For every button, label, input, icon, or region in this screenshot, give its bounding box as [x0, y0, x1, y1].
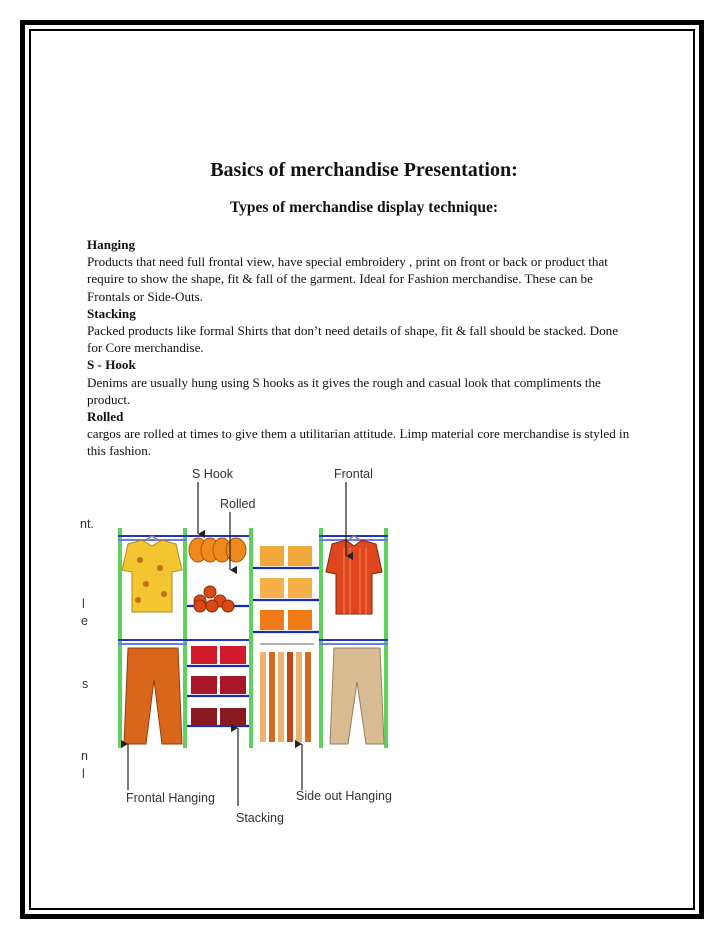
section-text-stacking: Packed products like formal Shirts that don’t need details of shape, fit & fall should be stacked. Done for Core merchandise.: [87, 323, 619, 356]
section-text-s-hook: Denims are usually hung using S hooks as it gives the rough and casual look that compliments the product.: [87, 374, 601, 407]
stacked-items: [191, 646, 246, 726]
section-heading-rolled: Rolled: [87, 409, 124, 425]
label-frontal: Frontal: [334, 467, 373, 481]
diagram-illustration: [80, 460, 420, 830]
edge-fragment-5: n: [81, 749, 88, 763]
s-hook-items: [189, 538, 246, 562]
content-body: [87, 236, 635, 460]
section-heading-stacking: Stacking: [87, 305, 136, 321]
edge-fragment-6: l: [82, 767, 85, 781]
orange-trousers: [124, 648, 182, 744]
edge-fragment-2: l: [82, 597, 85, 611]
rolled-items: [194, 586, 234, 612]
section-text-hanging: Products that need full frontal view, have special embroidery , print on front or back or product that require to show the shape, fit & fall of the garment. Ideal for Fashion merchandise. These can be Frontals or Side-Outs.: [87, 254, 608, 304]
section-text-rolled: cargos are rolled at times to give them a utilitarian attitude. Limp material core merchandise is styled in this fashion.: [87, 426, 630, 459]
page-title: Basics of merchandise Presentation:: [210, 159, 518, 181]
stacked-boxes: [260, 546, 312, 630]
beige-trousers: [330, 648, 384, 744]
edge-fragment-1: nt.: [80, 517, 94, 531]
merchandise-display-diagram: [80, 460, 420, 830]
red-shirt: [326, 536, 382, 614]
yellow-shirt: [122, 536, 182, 612]
section-heading-s-hook: S - Hook: [87, 357, 136, 373]
label-frontal-hanging: Frontal Hanging: [126, 791, 215, 805]
label-stacking: Stacking: [236, 811, 284, 825]
section-heading-hanging: Hanging: [87, 237, 136, 252]
label-side-out-hanging: Side out Hanging: [296, 789, 392, 803]
label-s-hook: S Hook: [192, 467, 233, 481]
edge-fragment-4: s: [82, 677, 89, 691]
page-subtitle: Types of merchandise display technique:: [229, 199, 499, 216]
side-out-hanging-items: [260, 644, 314, 742]
label-rolled: Rolled: [220, 497, 256, 511]
edge-fragment-3: e: [81, 614, 88, 628]
